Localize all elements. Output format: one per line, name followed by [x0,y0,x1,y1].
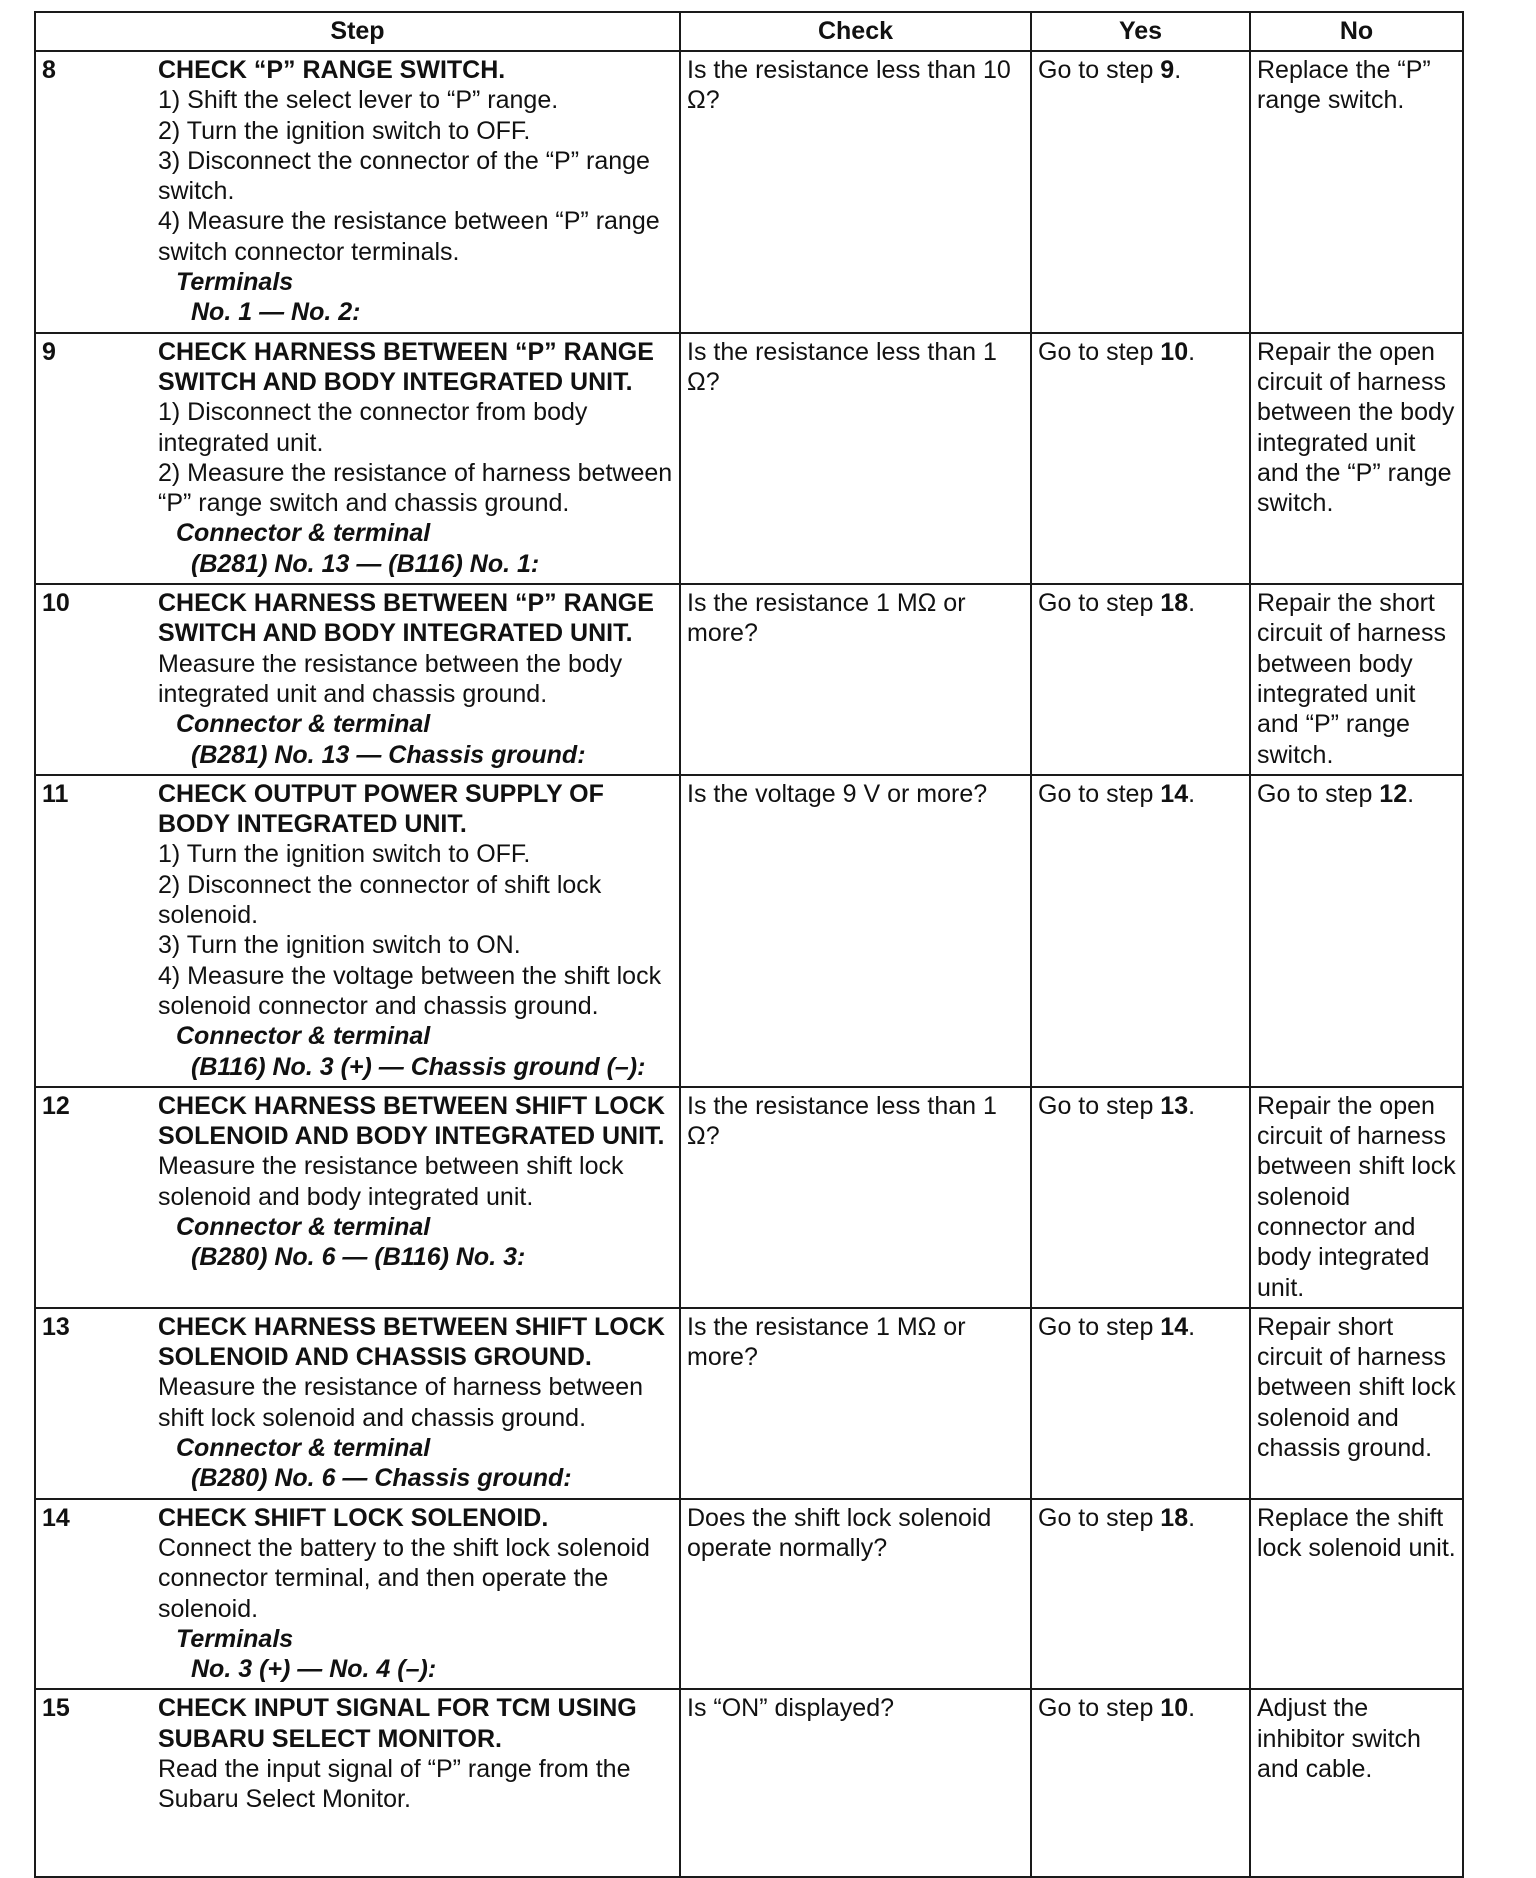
no-cell: Replace the shift lock solenoid unit. [1250,1499,1463,1690]
check-cell: Is “ON” displayed? [680,1689,1031,1877]
yes-step-ref: 14 [1160,1312,1189,1341]
step-number: 13 [35,1308,155,1499]
diagnostic-procedure-table [34,11,1464,1878]
no-cell: Go to step 12. [1250,775,1463,1087]
header-check: Check [680,12,1031,51]
step-instruction: 1) Disconnect the connector from body integrated unit. [158,398,588,457]
step-instruction: Connect the battery to the shift lock solenoid connector terminal, and then operate the solenoid. [158,1533,650,1623]
no-cell: Adjust the inhibitor switch and cable. [1250,1689,1463,1877]
table-row [35,1499,1463,1690]
step-spec-label: Connector & terminal [176,519,431,548]
no-cell: Repair the short circuit of harness between body integrated unit and “P” range switch. [1250,584,1463,775]
yes-cell: Go to step 14. [1031,775,1250,1087]
step-spec-value: No. 3 (+) — No. 4 (–): [191,1655,437,1684]
step-instruction: 2) Disconnect the connector of shift lock solenoid. [158,870,602,930]
step-instruction: 3) Disconnect the connector of the “P” range switch. [158,146,650,206]
step-description [155,1499,680,1690]
table-body [35,51,1463,1877]
table-row [35,584,1463,775]
yes-cell: Go to step 9. [1031,51,1250,333]
check-cell: Is the resistance less than 1 Ω? [680,333,1031,584]
step-instruction: 4) Measure the voltage between the shift lock solenoid connector and chassis ground. [158,961,662,1020]
table-row [35,333,1463,584]
check-cell: Is the resistance less than 10 Ω? [680,51,1031,333]
yes-step-ref: 18 [1160,589,1189,618]
table-header-row [35,12,1463,51]
step-title: CHECK OUTPUT POWER SUPPLY OF BODY INTEGRATED UNIT. [158,779,604,839]
step-spec-value: (B116) No. 3 (+) — Chassis ground (–): [191,1052,646,1081]
step-spec-value: (B280) No. 6 — (B116) No. 3: [191,1243,526,1272]
yes-step-ref: 10 [1160,337,1189,366]
step-description [155,51,680,333]
step-instruction: Measure the resistance between the body integrated unit and chassis ground. [158,649,623,708]
step-number: 9 [35,333,155,584]
table-row [35,51,1463,333]
step-instruction: Read the input signal of “P” range from the Subaru Select Monitor. [158,1755,631,1814]
step-description [155,333,680,584]
yes-step-ref: 9 [1160,56,1175,84]
step-instruction: Measure the resistance between shift lock solenoid and body integrated unit. [158,1152,624,1211]
header-no: No [1250,12,1463,51]
yes-cell: Go to step 18. [1031,1499,1250,1690]
table-row [35,775,1463,1087]
yes-step-ref: 13 [1160,1091,1189,1120]
yes-cell: Go to step 13. [1031,1087,1250,1308]
step-spec-value: No. 1 — No. 2: [191,298,361,327]
step-spec-label: Terminals [176,1624,294,1653]
check-cell: Does the shift lock solenoid operate normally? [680,1499,1031,1690]
step-title: CHECK SHIFT LOCK SOLENOID. [158,1503,549,1532]
check-cell: Is the resistance 1 MΩ or more? [680,584,1031,775]
step-description [155,1308,680,1499]
step-instruction: 2) Measure the resistance of harness between “P” range switch and chassis ground. [158,458,673,518]
step-spec-value: (B281) No. 13 — (B116) No. 1: [191,549,540,578]
step-title: CHECK HARNESS BETWEEN SHIFT LOCK SOLENOID AND BODY INTEGRATED UNIT. [158,1091,665,1151]
check-cell: Is the resistance less than 1 Ω? [680,1087,1031,1308]
table-row [35,1087,1463,1308]
yes-step-ref: 18 [1160,1503,1189,1532]
no-cell: Replace the “P” range switch. [1250,51,1463,333]
step-instruction: 3) Turn the ignition switch to ON. [158,931,521,960]
step-instruction: 1) Shift the select lever to “P” range. [158,86,559,115]
table-row [35,1689,1463,1877]
step-spec-label: Connector & terminal [176,710,431,739]
table-row [35,1308,1463,1499]
check-cell: Is the resistance 1 MΩ or more? [680,1308,1031,1499]
step-spec-value: (B281) No. 13 — Chassis ground: [191,740,586,769]
step-spec-label: Connector & terminal [176,1022,431,1051]
step-number: 11 [35,775,155,1087]
step-instruction: 1) Turn the ignition switch to OFF. [158,840,531,869]
no-step-ref: 12 [1379,779,1408,808]
step-description [155,584,680,775]
step-title: CHECK INPUT SIGNAL FOR TCM USING SUBARU SELECT MONITOR. [158,1694,637,1753]
step-number: 12 [35,1087,155,1308]
no-cell: Repair the open circuit of harness between shift lock solenoid connector and body integrated unit. [1250,1087,1463,1308]
step-number: 14 [35,1499,155,1690]
header-yes: Yes [1031,12,1250,51]
check-cell: Is the voltage 9 V or more? [680,775,1031,1087]
step-number: 10 [35,584,155,775]
step-description [155,775,680,1087]
yes-cell: Go to step 14. [1031,1308,1250,1499]
yes-cell: Go to step 10. [1031,333,1250,584]
step-title: CHECK HARNESS BETWEEN SHIFT LOCK SOLENOID AND CHASSIS GROUND. [158,1312,665,1372]
yes-step-ref: 14 [1160,779,1189,808]
step-spec-value: (B280) No. 6 — Chassis ground: [191,1464,572,1493]
step-description [155,1087,680,1308]
step-description [155,1689,680,1877]
yes-step-ref: 10 [1160,1694,1189,1723]
yes-cell: Go to step 10. [1031,1689,1250,1877]
step-spec-label: Connector & terminal [176,1434,431,1463]
step-title: CHECK “P” RANGE SWITCH. [158,56,506,84]
header-step: Step [35,12,680,51]
no-cell: Repair the open circuit of harness between the body integrated unit and the “P” range switch. [1250,333,1463,584]
step-title: CHECK HARNESS BETWEEN “P” RANGE SWITCH AND BODY INTEGRATED UNIT. [158,589,654,648]
step-number: 15 [35,1689,155,1877]
step-instruction: 2) Turn the ignition switch to OFF. [158,116,531,145]
step-instruction: 4) Measure the resistance between “P” range switch connector terminals. [158,207,660,266]
step-title: CHECK HARNESS BETWEEN “P” RANGE SWITCH AND BODY INTEGRATED UNIT. [158,337,654,396]
step-number: 8 [35,51,155,333]
step-spec-label: Terminals [176,268,294,297]
step-spec-label: Connector & terminal [176,1212,431,1241]
no-cell: Repair short circuit of harness between shift lock solenoid and chassis ground. [1250,1308,1463,1499]
yes-cell: Go to step 18. [1031,584,1250,775]
step-instruction: Measure the resistance of harness between shift lock solenoid and chassis ground. [158,1373,643,1432]
